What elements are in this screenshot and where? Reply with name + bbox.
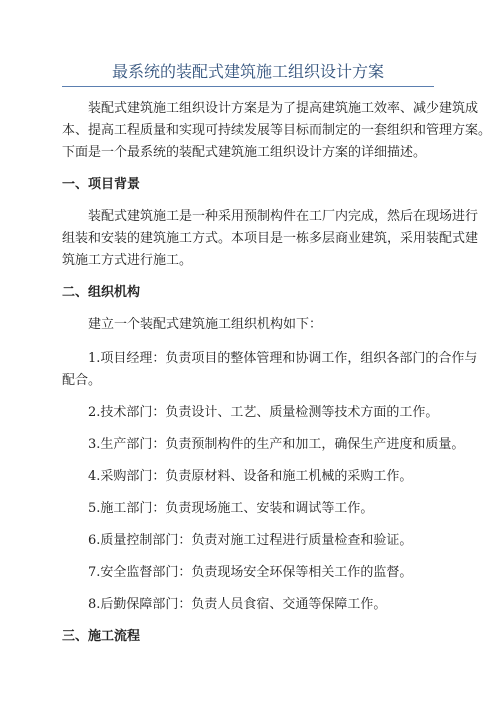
section-heading-process: 三、施工流程 (62, 629, 141, 644)
intro-line-1: 装配式建筑施工组织设计方案是为了提高建筑施工效率、减少建筑成 (88, 101, 479, 116)
document-title: 最系统的装配式建筑施工组织设计方案 (111, 62, 384, 81)
list-item-1-line-1: 1.项目经理：负责项目的整体管理和协调工作，组织各部门的合作与 (88, 351, 478, 366)
section-heading-background: 一、项目背景 (62, 177, 141, 192)
section1-line-1: 装配式建筑施工是一种采用预制构件在工厂内完成，然后在现场进行 (88, 209, 479, 224)
list-item-6: 6.质量控制部门：负责对施工过程进行质量检查和验证。 (88, 533, 413, 548)
section1-line-3: 筑施工方式进行施工。 (62, 253, 193, 268)
list-item-5: 5.施工部门：负责现场施工、安装和调试等工作。 (88, 501, 374, 516)
title-underline (62, 86, 434, 87)
section-heading-organization: 二、组织机构 (62, 285, 141, 300)
list-item-2: 2.技术部门：负责设计、工艺、质量检测等技术方面的工作。 (88, 405, 439, 420)
list-item-1-line-2: 配合。 (62, 373, 102, 388)
list-item-4: 4.采购部门：负责原材料、设备和施工机械的采购工作。 (88, 469, 413, 484)
section2-lead: 建立一个装配式建筑施工组织机构如下： (88, 317, 323, 332)
list-item-8: 8.后勤保障部门：负责人员食宿、交通等保障工作。 (88, 597, 387, 612)
intro-line-3: 下面是一个最系统的装配式建筑施工组织设计方案的详细描述。 (62, 145, 427, 160)
list-item-7: 7.安全监督部门：负责现场安全环保等相关工作的监督。 (88, 565, 413, 580)
list-item-3: 3.生产部门：负责预制构件的生产和加工，确保生产进度和质量。 (88, 437, 465, 452)
section1-line-2: 组装和安装的建筑施工方式。本项目是一栋多层商业建筑，采用装配式建 (62, 231, 479, 246)
intro-line-2: 本、提高工程质量和实现可持续发展等目标而制定的一套组织和管理方案。 (62, 123, 492, 138)
